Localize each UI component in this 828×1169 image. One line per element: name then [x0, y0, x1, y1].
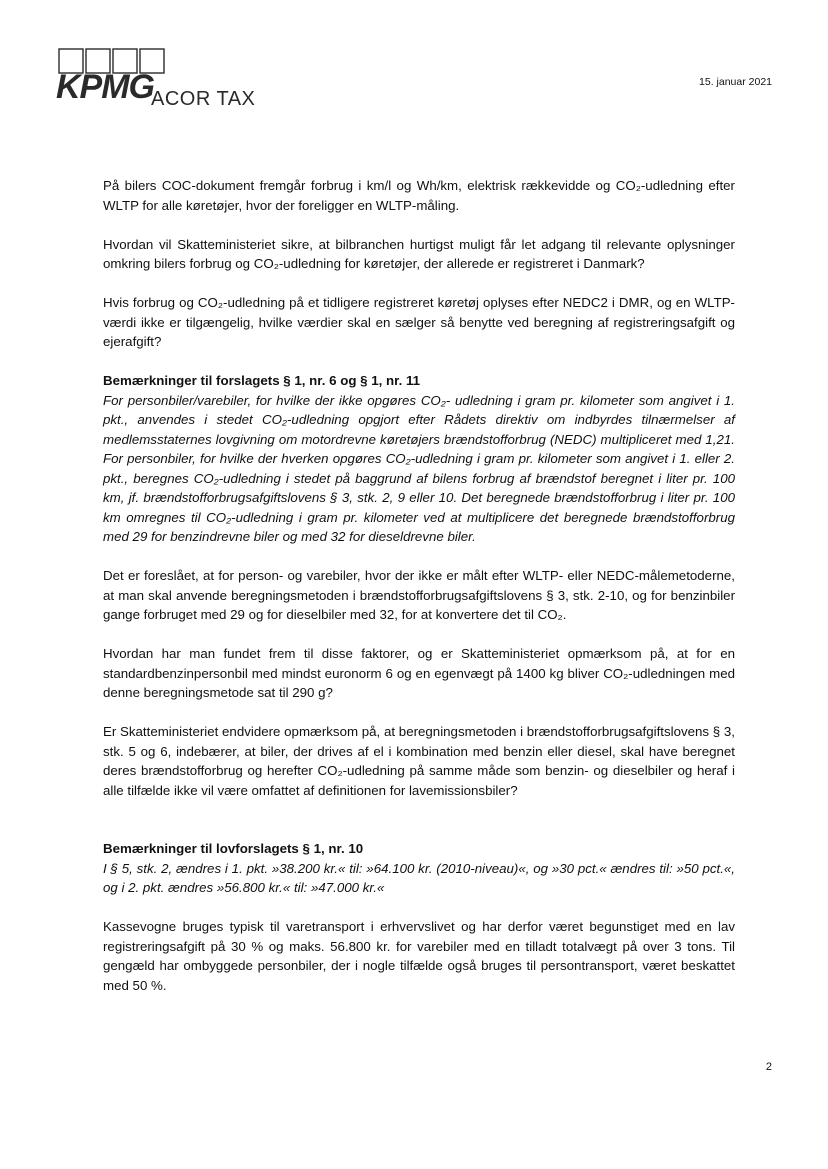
spacer — [103, 820, 735, 840]
quote-bill-text-10: I § 5, stk. 2, ændres i 1. pkt. »38.200 kr.« til: »64.100 kr. (2010-niveau)«, og »30 pct.« ændres til: »50 pct.«, og i 2. pkt. ændres »56.800 kr.« til: »47.000 kr.« — [103, 860, 735, 895]
quote-bill-text-6-11: For personbiler/varebiler, for hvilke der ikke opgøres CO₂- udledning i gram pr. kilometer som angivet i 1. pkt., anvendes i stedet CO₂-udledning opgjort efter Rådets direktiv om indbyrdes tilnærmelser af medlemsstaternes lovgivning om motordrevne køretøjers brændstofforbrug (NEDC) multipliceret med 1,21. For personbiler, for hvilke der hverken opgøres CO₂-udledning i gram pr. kilometer som angivet i 1. eller 2. pkt., beregnes CO₂-udledning i stedet på baggrund af bilens forbrug af brændstof beregnet i liter pr. 100 km, jf. brændstofforbrugsafgiftslovens § 3, stk. 2, 9 eller 10. Det beregnede brændstofforbrug i liter pr. 100 km omregnes til CO₂-udledning i gram pr. kilometer ved at multiplicere det beregnede brændstofforbrug med 29 for benzindrevne biler og med 32 for dieseldrevne biler. — [103, 392, 735, 544]
logo-acor-tax-text: ACOR TAX — [151, 88, 256, 110]
paragraph-question-hybrid: Er Skatteministeriet endvidere opmærksom på, at beregningsmetoden i brændstofforbrugsafgiftslovens § 3, stk. 5 og 6, indebærer, at biler, der drives af el i kombination med benzin eller diesel, skal have beregnet deres brændstofforbrug og herefter CO₂-udledning på samme måde som benzin- og dieselbiler og heraf i alle tilfælde ikke vil være omfattet af definitionen for lavemissionsbiler? — [103, 724, 735, 798]
logo-kpmg-text: KPMG — [56, 68, 154, 106]
section-heading-10: Bemærkninger til lovforslagets § 1, nr. 10 — [103, 841, 364, 856]
paragraph-vans: Kassevogne bruges typisk til varetransport i erhvervslivet og har derfor været begunstiget med en lav registreringsafgift på 30 % og maks. 56.800 kr. for varebiler med en tilladt totalvægt på over 3 tons. Til gengæld har ombyggede personbiler, der i nogle tilfælde også bruges til persontransport, været beskattet med 50 %. — [103, 919, 735, 993]
paragraph-proposed-method: Det er foreslået, at for person- og varebiler, hvor der ikke er målt efter WLTP- eller NEDC-målemetoderne, at man skal anvende beregningsmetoden i brændstofforbrugsafgiftslovens § 3, stk. 2-10, og for benzinbiler gange forbruget med 29 og for dieselbiler med 32, for at konvertere det til CO₂. — [103, 568, 735, 622]
page-number: 2 — [765, 1061, 772, 1073]
paragraph-question-factors: Hvordan har man fundet frem til disse faktorer, og er Skatteministeriet opmærksom på, at for en standardbenzinpersonbil med mindst euronorm 6 og en egenvægt på 1400 kg bliver CO₂-udledningen med denne beregningsmetode sat til 290 g? — [103, 646, 735, 700]
document-date: 15. januar 2021 — [699, 76, 772, 88]
paragraph-coc: På bilers COC-dokument fremgår forbrug i km/l og Wh/km, elektrisk rækkevidde og CO₂-udledning efter WLTP for alle køretøjer, hvor der foreligger en WLTP-måling. — [103, 178, 735, 213]
kpmg-acor-tax-logo — [56, 48, 276, 112]
section-heading-6-11: Bemærkninger til forslagets § 1, nr. 6 og § 1, nr. 11 — [103, 373, 421, 388]
paragraph-question-access: Hvordan vil Skatteministeriet sikre, at bilbranchen hurtigst muligt får let adgang til relevante oplysninger omkring bilers forbrug og CO₂-udledning for køretøjer, der allerede er registreret i Danmark? — [103, 236, 735, 271]
document-body — [103, 176, 735, 1015]
paragraph-question-values: Hvis forbrug og CO₂-udledning på et tidligere registreret køretøj oplyses efter NEDC2 i DMR, og en WLTP-værdi ikke er tilgængelig, hvilke værdier skal en sælger så benytte ved beregning af registreringsafgift og ejerafgift? — [103, 295, 735, 349]
